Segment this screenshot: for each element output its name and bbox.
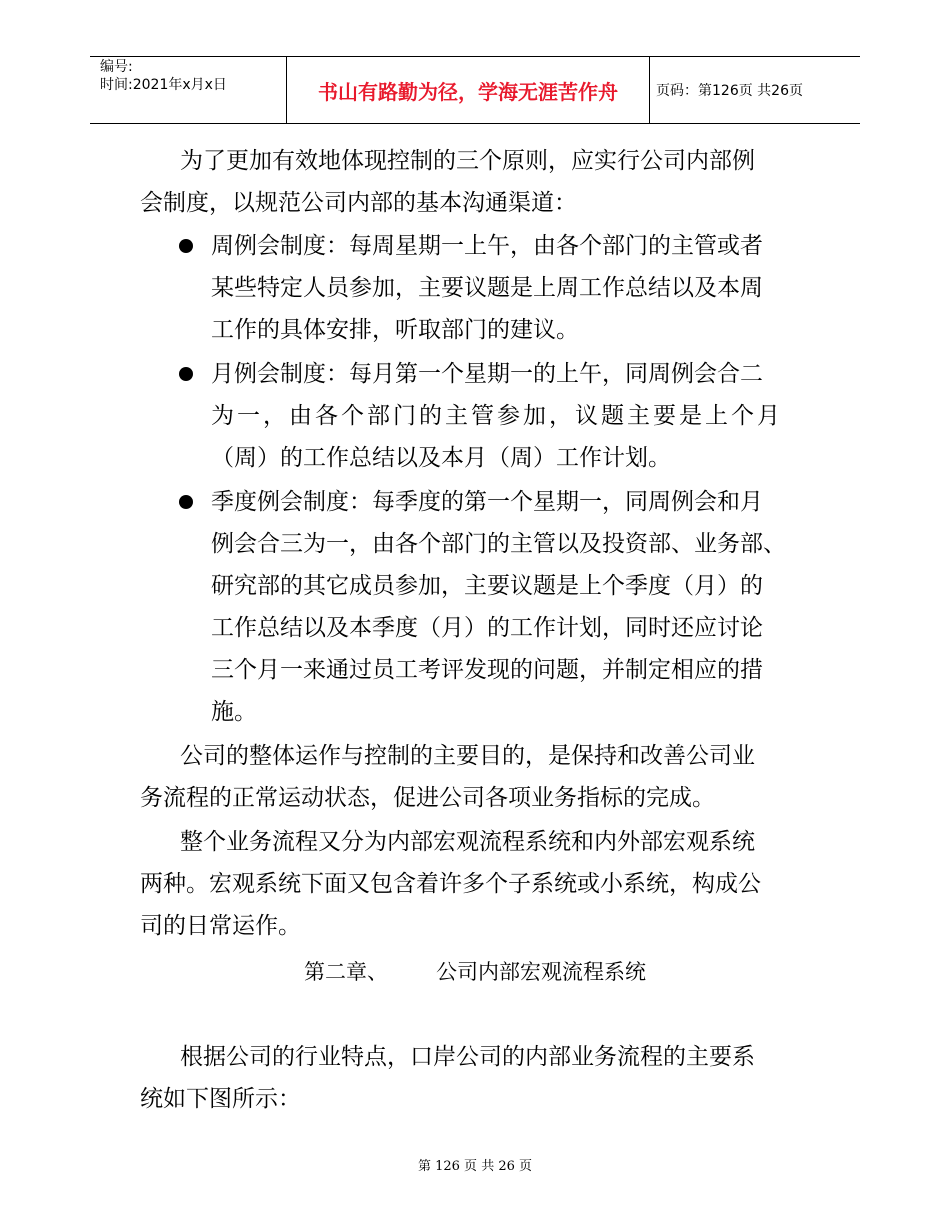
bullet-3-line-1: 季度例会制度：每季度的第一个星期一，同周例会和月 [211, 489, 763, 515]
bullet-2-line-1: 月例会制度：每月第一个星期一的上午，同周例会合二 [211, 361, 763, 387]
para2-line-1: 公司的整体运作与控制的主要目的，是保持和改善公司业 [180, 743, 755, 769]
chapter-title: 公司内部宏观流程系统 [436, 960, 646, 984]
para4-line-2: 统如下图所示： [140, 1086, 301, 1112]
bullet-dot-icon [179, 239, 193, 253]
page-footer: 第 126 页 共 26 页 [417, 1159, 533, 1174]
bullet-1-line-3: 工作的具体安排，听取部门的建议。 [211, 317, 579, 343]
bullet-2-line-2: 为一，由各个部门的主管参加，议题主要是上个月 [211, 403, 783, 429]
chapter-number: 第二章、 [304, 960, 388, 984]
para3-line-3: 司的日常运作。 [140, 913, 301, 939]
bullet-dot-icon [179, 367, 193, 381]
bullet-3-line-3: 研究部的其它成员参加，主要议题是上个季度（月）的 [211, 573, 763, 599]
bullet-3-line-5: 三个月一来通过员工考评发现的问题，并制定相应的措 [211, 657, 763, 683]
bullet-dot-icon [179, 495, 193, 509]
header-motto: 书山有路勤为径，学海无涯苦作舟 [286, 57, 650, 123]
header-meta [90, 57, 286, 123]
number-label: 编号: [100, 59, 133, 75]
bullet-1-line-1: 周例会制度：每周星期一上午，由各个部门的主管或者 [211, 233, 763, 259]
intro-line-2: 会制度，以规范公司内部的基本沟通渠道： [140, 190, 577, 216]
header-page-info: 页码：第126页 共26页 [656, 83, 803, 99]
intro-line-1: 为了更加有效地体现控制的三个原则，应实行公司内部例 [180, 148, 755, 174]
para3-line-2: 两种。宏观系统下面又包含着许多个子系统或小系统，构成公 [140, 871, 761, 897]
bullet-2-line-3: （周）的工作总结以及本月（周）工作计划。 [211, 445, 671, 471]
para4-line-1: 根据公司的行业特点，口岸公司的内部业务流程的主要系 [180, 1044, 755, 1070]
time-label: 时间:2021年x月x日 [100, 77, 227, 93]
para2-line-2: 务流程的正常运动状态，促进公司各项业务指标的完成。 [140, 785, 715, 811]
page-header [90, 56, 860, 124]
bullet-3-line-6: 施。 [211, 699, 257, 725]
para3-line-1: 整个业务流程又分为内部宏观流程系统和内外部宏观系统 [180, 829, 755, 855]
bullet-3-line-4: 工作总结以及本季度（月）的工作计划，同时还应讨论 [211, 615, 763, 641]
chapter-heading [0, 952, 950, 992]
bullet-3-line-2: 例会合三为一，由各个部门的主管以及投资部、业务部、 [211, 531, 786, 557]
bullet-1-line-2: 某些特定人员参加，主要议题是上周工作总结以及本周 [211, 275, 763, 301]
